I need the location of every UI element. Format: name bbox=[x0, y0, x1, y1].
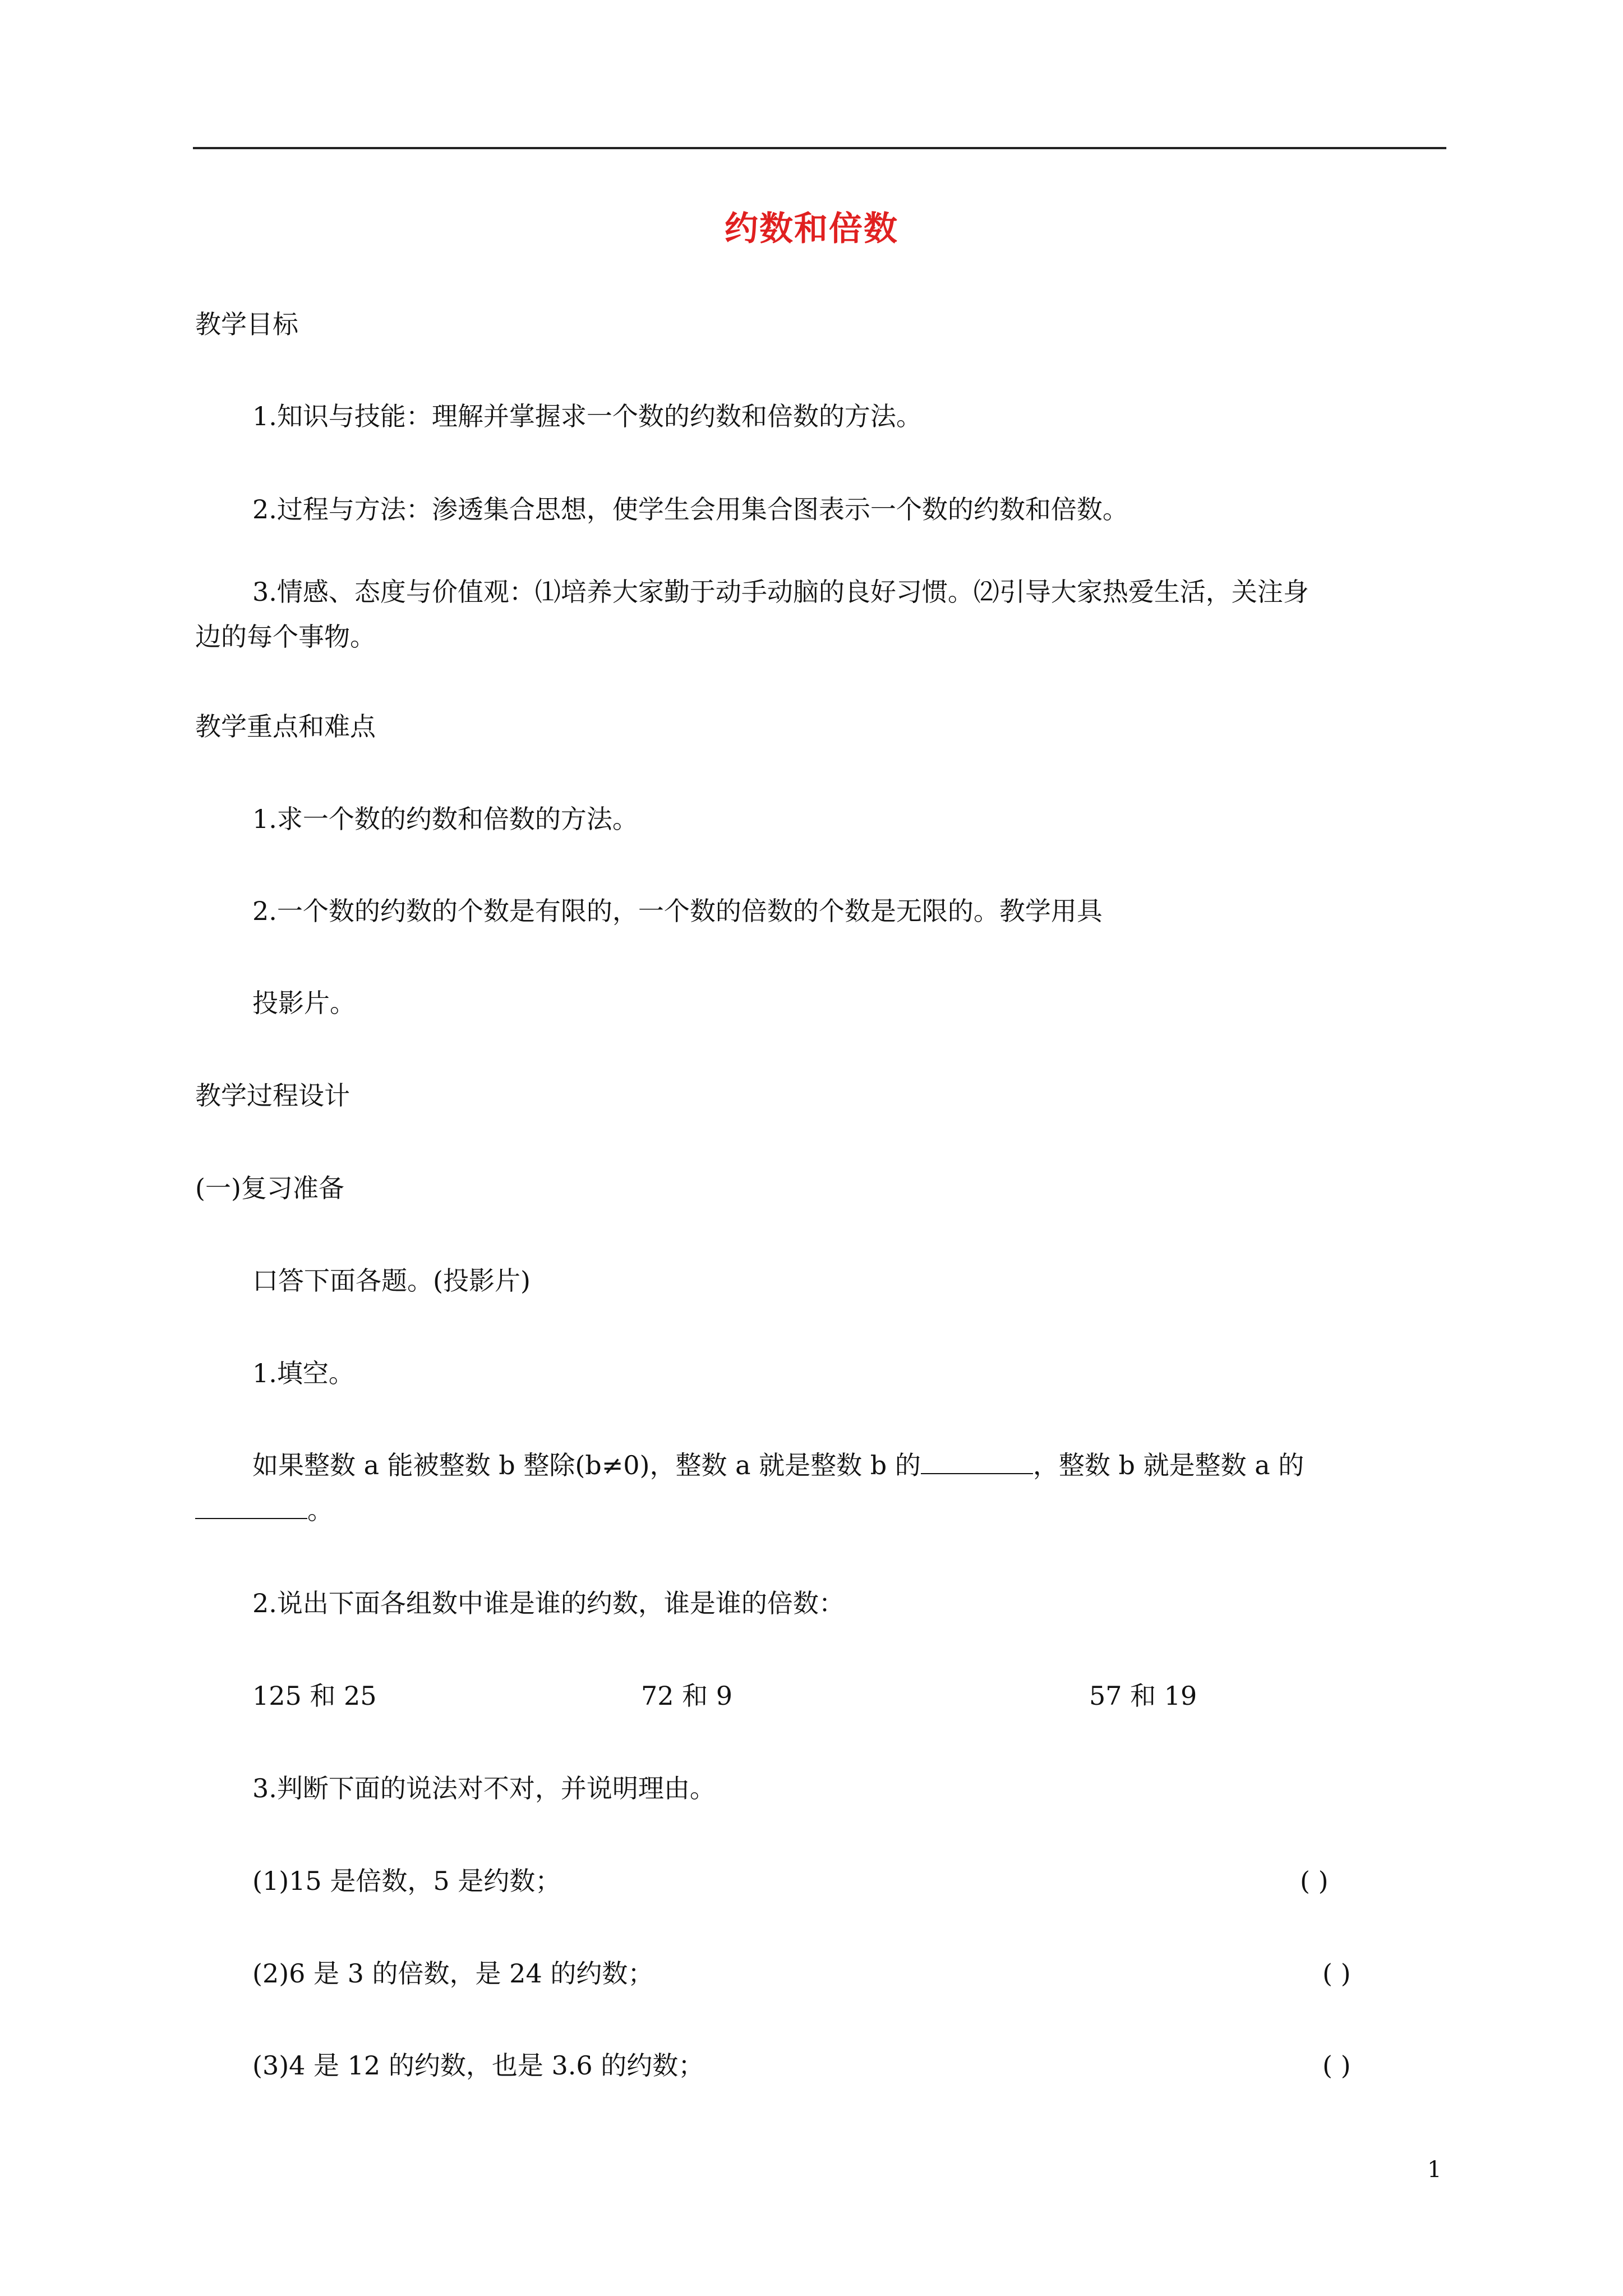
question-2: 2.说出下面各组数中谁是谁的约数，谁是谁的倍数： bbox=[252, 1588, 845, 1618]
page-title: 约数和倍数 bbox=[725, 209, 898, 249]
number-pair: 72 和 9 bbox=[641, 1681, 733, 1711]
fill-text-b: ，整数 b 就是整数 a 的 bbox=[1032, 1450, 1304, 1480]
key-heading: 教学重点和难点 bbox=[195, 711, 376, 742]
header-rule bbox=[193, 147, 1446, 149]
judgement-item: (1)15 是倍数，5 是约数； bbox=[252, 1866, 561, 1896]
fill-blank[interactable] bbox=[921, 1451, 1033, 1474]
judgement-item: (2)6 是 3 的倍数，是 24 的约数； bbox=[252, 1958, 654, 1989]
process-heading: 教学过程设计 bbox=[195, 1080, 350, 1111]
fill-text-a: 如果整数 a 能被整数 b 整除(b≠0)，整数 a 就是整数 b 的 bbox=[252, 1450, 921, 1480]
key-point: 2.一个数的约数的个数是有限的，一个数的倍数的个数是无限的。教学用具 bbox=[252, 896, 1103, 926]
goal-item-continued: 边的每个事物。 bbox=[195, 622, 376, 652]
key-point: 1.求一个数的约数和倍数的方法。 bbox=[252, 804, 638, 834]
page-number: 1 bbox=[1427, 2157, 1442, 2183]
question-1: 1.填空。 bbox=[252, 1358, 354, 1388]
goal-item: 1.知识与技能：理解并掌握求一个数的约数和倍数的方法。 bbox=[252, 401, 922, 431]
fill-in-continued bbox=[195, 1493, 333, 1527]
fill-blank[interactable] bbox=[195, 1496, 307, 1519]
tools-text: 投影片。 bbox=[252, 988, 356, 1018]
review-heading: (一)复习准备 bbox=[195, 1173, 344, 1203]
answer-parentheses[interactable]: ( ) bbox=[1300, 1866, 1329, 1896]
fill-in-sentence bbox=[252, 1448, 1304, 1482]
number-pair: 125 和 25 bbox=[252, 1681, 377, 1711]
oral-instruction: 口答下面各题。(投影片) bbox=[252, 1266, 531, 1296]
answer-parentheses[interactable]: ( ) bbox=[1322, 1958, 1351, 1989]
goal-item: 3.情感、态度与价值观：⑴培养大家勤于动手动脑的良好习惯。⑵引导大家热爱生活，关注身 bbox=[252, 577, 1309, 607]
answer-parentheses[interactable]: ( ) bbox=[1322, 2050, 1351, 2081]
judgement-item: (3)4 是 12 的约数，也是 3.6 的约数； bbox=[252, 2050, 704, 2081]
number-pair: 57 和 19 bbox=[1089, 1681, 1197, 1711]
goals-heading: 教学目标 bbox=[195, 309, 298, 339]
fill-text-c: 。 bbox=[307, 1495, 333, 1525]
question-3: 3.判断下面的说法对不对，并说明理由。 bbox=[252, 1773, 716, 1803]
goal-item: 2.过程与方法：渗透集合思想，使学生会用集合图表示一个数的约数和倍数。 bbox=[252, 494, 1128, 524]
